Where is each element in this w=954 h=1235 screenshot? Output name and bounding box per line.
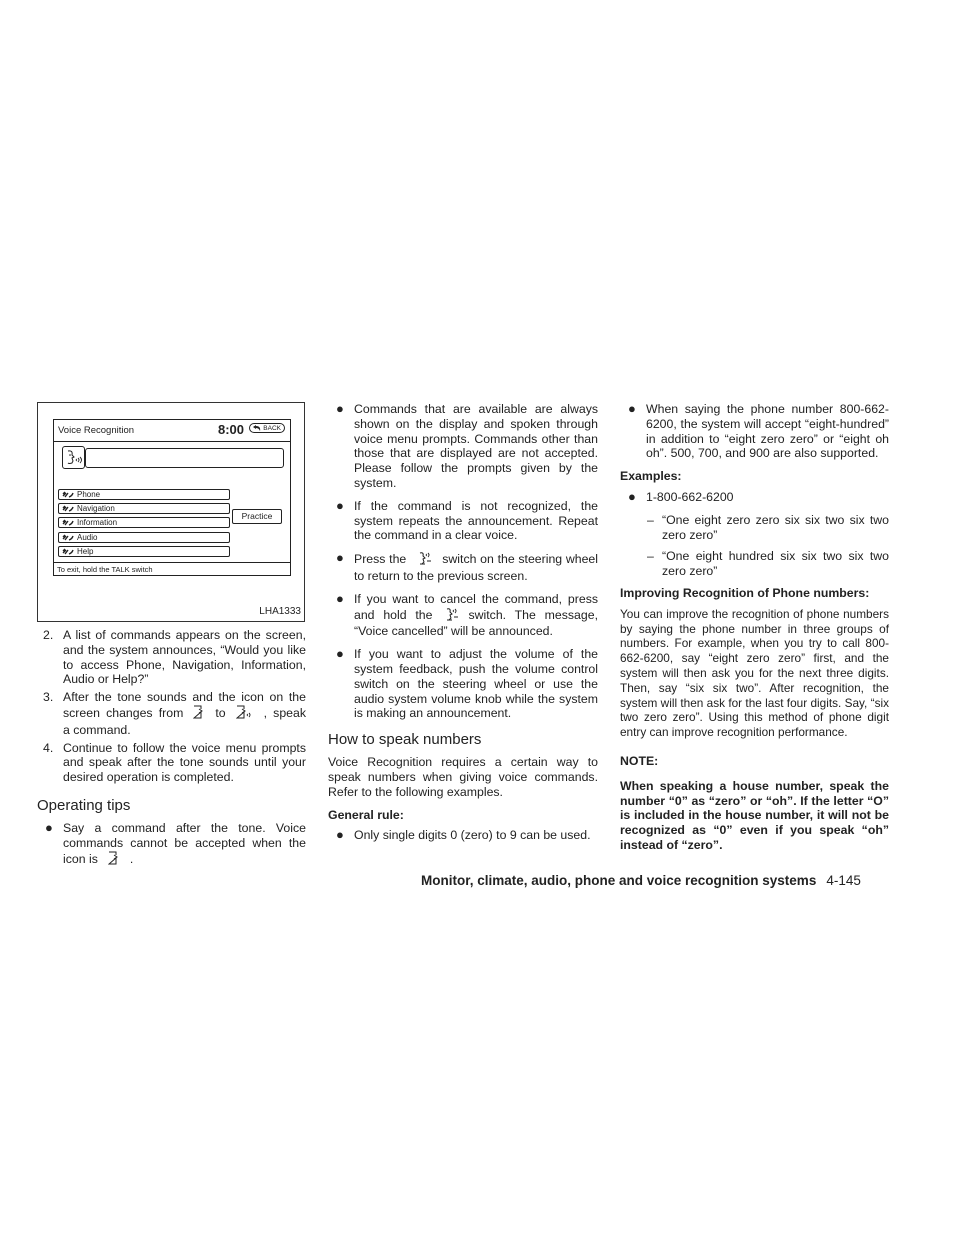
dash: – [647,549,654,564]
talk-switch-icon [443,607,459,625]
bullet: ● [336,401,344,416]
menu-item-label: Navigation [77,504,115,513]
listening-icon [108,851,120,869]
list-item [620,490,889,505]
dash: – [647,512,654,527]
speaking-face-icon [62,446,85,469]
bullet: ● [628,401,636,416]
menu-item-label: Information [77,518,118,527]
bullet: ● [45,819,53,835]
speech-icon [62,491,74,500]
practice-button: Practice [232,509,282,524]
item-text: , speak a command. [63,706,306,737]
list-item [328,828,598,843]
operating-tips-heading: Operating tips [37,796,131,814]
command-input-bar [85,448,284,468]
item-text: After the tone sounds and the icon on the screen changes from [63,690,306,721]
improving-recognition-heading: Improving Recognition of Phone numbers: [620,585,870,600]
item-text: . [129,851,134,866]
list-item [328,592,598,639]
page-footer [421,872,891,889]
bullet: ● [336,827,344,843]
back-button [249,423,285,433]
list-item [37,690,306,737]
column-2 [328,402,598,851]
divider [54,562,290,563]
item-number: 3. [43,690,54,705]
examples-heading: Examples: [620,469,682,484]
list-item [328,647,598,721]
item-text: Continue to follow the voice menu prompts and speak after the tone sounds until your desired operation is completed. [63,740,306,785]
menu-item-label: Audio [77,533,98,542]
improving-recognition-paragraph: You can improve the recognition of phone numbers by saying the phone number in three groups of numbers. For example, when you try to call 800-662-6200, say “eight zero zero” first, and the system will then ask you for the next three digits. Then, say “six six two”. After recognition, the system will then ask for the last four digits. Say, “six two zero zero”. Using this method of phone digit entry can improve recognition performance. [620,606,889,740]
item-text: 1-800-662-6200 [646,489,734,504]
column-3 [620,402,889,853]
speech-icon [62,519,74,528]
item-text: Say a command after the tone. Voice commands cannot be accepted when the icon is [63,820,306,866]
speak-numbers-paragraph: Voice Recognition requires a certain way to speak numbers when giving voice commands. Refer to the following examples. [328,755,598,799]
item-text: “One eight hundred six six two six two zero zero” [662,549,889,579]
item-text: “One eight zero zero six six two six two zero zero” [662,512,889,542]
note-heading: NOTE: [620,753,659,768]
bullet: ● [628,488,636,504]
list-item [620,513,889,543]
list-item [328,402,598,491]
menu-item-label: Help [77,547,94,556]
list-item [328,551,598,584]
column-1 [37,402,306,876]
speech-icon [62,505,74,514]
item-text: Press the [354,552,407,567]
bullet: ● [336,590,344,606]
item-text: If you want to cancel the command, press and hold the [354,591,598,622]
speech-icon [62,548,74,557]
divider [54,441,290,442]
figure-code: LHA1333 [259,606,301,617]
speaking-icon [236,705,254,723]
listening-icon [193,705,205,723]
how-to-speak-numbers-heading: How to speak numbers [328,731,482,749]
bullet: ● [336,550,344,566]
menu-item-phone [58,489,230,500]
list-item [37,821,306,868]
screen-illustration [53,419,291,576]
talk-switch-icon [416,551,432,569]
note-text: When speaking a house number, speak the number “0” as “zero” or “oh”. If the letter “O” is included in the house number, it will not be recognized as “0” even if you speak “oh” instead of “zero”. [620,778,889,852]
list-item [37,741,306,785]
item-number: 4. [43,740,54,755]
general-rule-heading: General rule: [328,807,404,822]
menu-item-navigation [58,503,230,514]
list-item [328,499,598,543]
item-text: If you want to adjust the volume of the system feedback, push the volume control switch on the steering wheel or use the audio system volume knob while the system is making an announcement. [354,647,598,721]
item-text: Only single digits 0 (zero) to 9 can be used. [354,828,591,843]
item-text: Commands that are available are always shown on the display and spoken through voice menu prompts. Commands other than those that are displayed are not accepted. Please follow the prompts given by the system. [354,402,598,490]
page-number: 4-145 [826,873,861,888]
bullet: ● [336,646,344,662]
menu-item-audio [58,532,230,543]
list-item [620,402,889,461]
menu-item-information [58,517,230,528]
list-item [620,549,889,579]
item-text: switch. The message, “Voice cancelled” will be announced. [354,607,598,639]
screen-title: Voice Recognition [58,425,135,436]
item-text: switch on the steering wheel to return to the previous screen. [354,552,598,583]
item-number: 2. [43,628,54,642]
menu-item-label: Phone [77,490,101,499]
list-item [37,628,306,687]
screen-time: 8:00 [218,422,245,437]
voice-recognition-figure [37,402,305,622]
item-text: to [215,706,226,721]
item-text: If the command is not recognized, the system repeats the announcement. Repeat the command in a clear voice. [354,498,598,543]
speech-icon [62,534,74,543]
screen-footer-hint: To exit, hold the TALK switch [57,565,153,574]
item-text: A list of commands appears on the screen, and the system announces, “Would you like to access Phone, Navigation, Information, Audio or Help?” [63,628,306,687]
item-text: When saying the phone number 800-662-6200, the system will accept “eight-hundred” in addition to “eight zero zero” or “eight oh oh”. 500, 700, and 900 are also supported. [646,402,889,461]
bullet: ● [336,497,344,513]
back-arrow-icon [253,425,262,432]
back-label: BACK [263,425,281,432]
chapter-title: Monitor, climate, audio, phone and voice recognition systems [421,873,817,888]
menu-item-help [58,546,230,557]
